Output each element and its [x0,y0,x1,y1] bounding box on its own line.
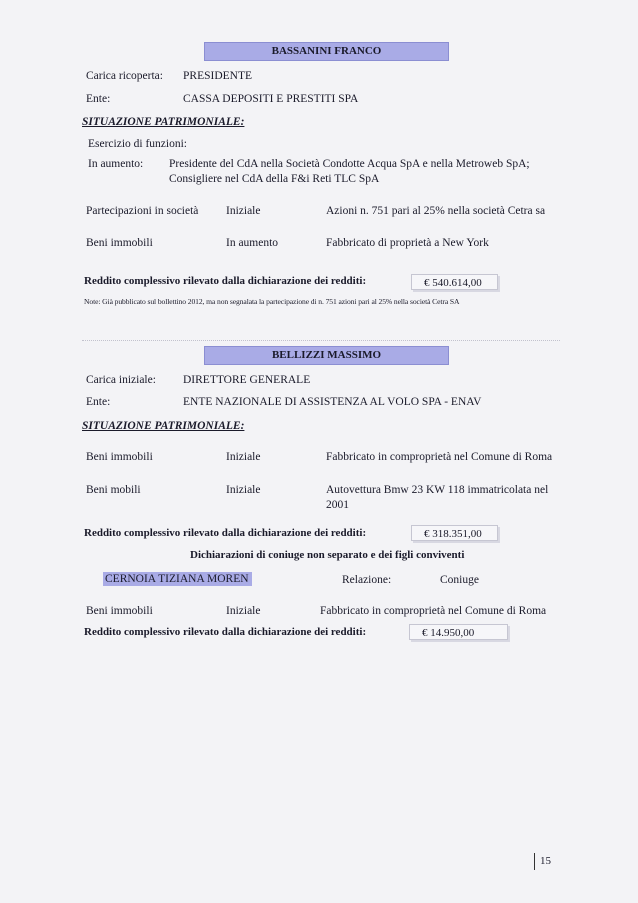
table-cell: Beni immobili [86,605,153,617]
situazione-patrimoniale-heading: SITUAZIONE PATRIMONIALE: [82,420,245,432]
in-aumento-line-2: Consigliere nel CdA della F&i Reti TLC SpA [169,173,380,185]
coniuge-reddito-label: Reddito complessivo rilevato dalla dichiarazione dei redditi: [84,626,367,638]
in-aumento-line-1: Presidente del CdA nella Società Condotte Acqua SpA e nella Metroweb SpA; [169,158,530,170]
carica-label: Carica ricoperta: [86,70,163,82]
coniuge-header: Dichiarazioni di coniuge non separato e dei figli conviventi [190,549,465,561]
ente-label: Ente: [86,93,111,105]
table-cell: Partecipazioni in società [86,205,199,217]
note-text: Note: Già pubblicato sul bollettino 2012, ma non segnalata la partecipazione di n. 751 azioni pari al 25% nella società Cetra SA [84,297,460,306]
reddito-amount-box: € 540.614,00 [411,274,498,290]
table-cell: Autovettura Bmw 23 KW 118 immatricolata nel [326,484,549,496]
esercizio-label: Esercizio di funzioni: [88,138,187,150]
reddito-label: Reddito complessivo rilevato dalla dichiarazione dei redditi: [84,527,367,539]
page-number: 15 [534,853,551,870]
table-cell: Azioni n. 751 pari al 25% nella società Cetra sa [326,205,546,217]
section-divider [82,340,560,343]
coniuge-name-highlight [103,573,252,585]
coniuge-reddito-amount-box: € 14.950,00 [409,624,508,640]
table-cell: Iniziale [226,605,261,617]
carica-label: Carica iniziale: [86,374,156,386]
ente-label: Ente: [86,396,111,408]
table-cell: Beni mobili [86,484,141,496]
table-cell: Fabbricato in comproprietà nel Comune di Roma [326,451,553,463]
relazione-value: Coniuge [440,574,479,586]
person-name-header: BASSANINI FRANCO [204,42,449,61]
coniuge-name: CERNOIA TIZIANA MOREN [103,572,252,586]
situazione-patrimoniale-heading: SITUAZIONE PATRIMONIALE: [82,116,245,128]
table-cell: Iniziale [226,484,261,496]
in-aumento-label: In aumento: [88,158,144,170]
table-cell: Iniziale [226,205,261,217]
ente-value: CASSA DEPOSITI E PRESTITI SPA [183,93,359,105]
relazione-label: Relazione: [342,574,392,586]
ente-value: ENTE NAZIONALE DI ASSISTENZA AL VOLO SPA - ENAV [183,396,482,408]
table-cell: 2001 [326,499,349,511]
carica-value: DIRETTORE GENERALE [183,374,311,386]
person-name-header: BELLIZZI MASSIMO [204,346,449,365]
table-cell: Fabbricato in comproprietà nel Comune di Roma [320,605,547,617]
table-cell: In aumento [226,237,279,249]
table-cell: Iniziale [226,451,261,463]
reddito-amount-box: € 318.351,00 [411,525,498,541]
reddito-label: Reddito complessivo rilevato dalla dichiarazione dei redditi: [84,275,367,287]
carica-value: PRESIDENTE [183,70,252,82]
table-cell: Fabbricato di proprietà a New York [326,237,489,249]
table-cell: Beni immobili [86,237,153,249]
table-cell: Beni immobili [86,451,153,463]
